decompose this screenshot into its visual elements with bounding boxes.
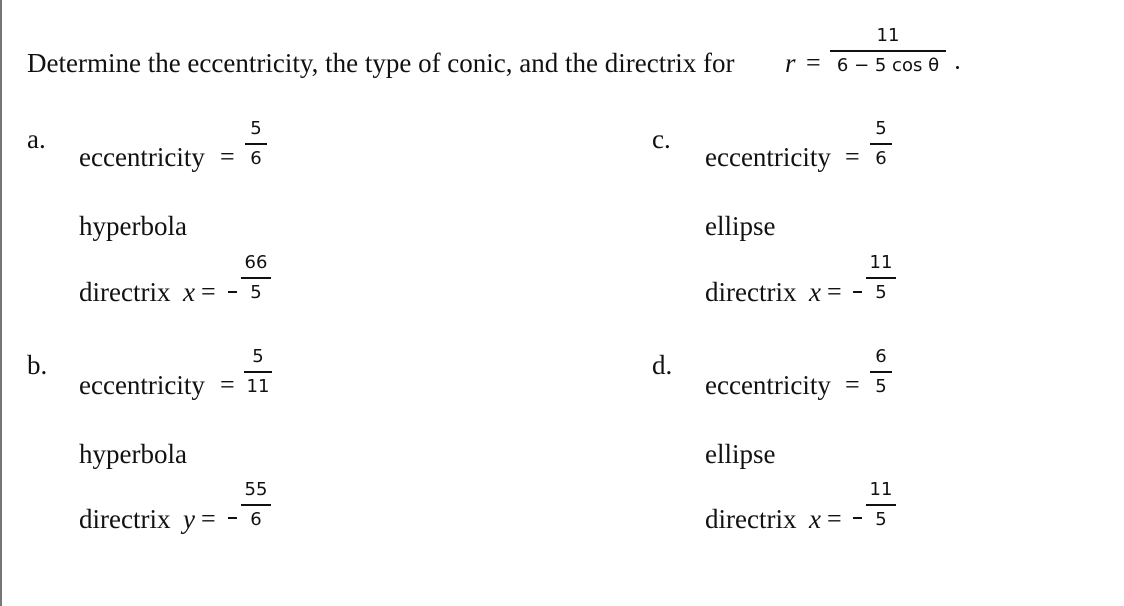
directrix-variable: x <box>809 277 821 307</box>
fraction-bar <box>241 277 271 279</box>
conic-type: ellipse <box>705 211 776 241</box>
option-letter: b. <box>27 350 48 380</box>
equals-sign: = <box>845 370 860 399</box>
eccentricity-label: eccentricity <box>705 142 831 172</box>
question-fraction <box>830 25 946 77</box>
equals-sign: = <box>201 504 216 533</box>
fraction-bar <box>244 371 272 373</box>
question-equals: = <box>806 48 821 77</box>
eccentricity-denominator: 6 <box>250 147 262 169</box>
directrix-fraction <box>241 479 271 531</box>
equals-sign: = <box>845 142 860 171</box>
directrix-denominator: 5 <box>875 281 887 303</box>
directrix-denominator: 5 <box>250 281 262 303</box>
eccentricity-label: eccentricity <box>79 370 205 400</box>
equals-sign: = <box>827 277 842 306</box>
directrix-fraction <box>866 479 896 531</box>
directrix-variable: x <box>809 504 821 534</box>
question-variable: r <box>785 48 796 78</box>
eccentricity-numerator: 5 <box>250 118 262 139</box>
conic-type: ellipse <box>705 439 776 469</box>
directrix-numerator: 55 <box>244 479 268 500</box>
option-letter: a. <box>27 124 46 154</box>
eccentricity-numerator: 6 <box>875 346 887 367</box>
fraction-bar <box>245 143 267 145</box>
directrix-label: directrix <box>705 504 797 534</box>
minus-sign <box>228 517 237 519</box>
eccentricity-fraction <box>870 346 892 398</box>
eccentricity-fraction <box>245 118 267 170</box>
question-prompt: Determine the eccentricity, the type of conic, and the directrix for <box>27 48 735 78</box>
eccentricity-denominator: 6 <box>875 147 887 169</box>
fraction-bar <box>241 504 271 506</box>
eccentricity-numerator: 5 <box>252 346 264 367</box>
fraction-bar <box>866 277 896 279</box>
eccentricity-label: eccentricity <box>79 142 205 172</box>
eccentricity-label: eccentricity <box>705 370 831 400</box>
conic-type: hyperbola <box>79 211 187 241</box>
period <box>956 66 959 69</box>
equals-sign: = <box>827 504 842 533</box>
fraction-bar <box>870 143 892 145</box>
equals-sign: = <box>201 277 216 306</box>
question-numerator: 11 <box>876 25 900 46</box>
directrix-label: directrix <box>79 504 171 534</box>
minus-sign <box>853 291 862 293</box>
directrix-denominator: 6 <box>250 508 262 530</box>
fraction-bar <box>866 504 896 506</box>
directrix-fraction <box>241 252 271 304</box>
option-letter: c. <box>652 124 671 154</box>
directrix-variable: x <box>183 277 195 307</box>
directrix-numerator: 66 <box>244 252 268 273</box>
left-border <box>0 0 2 606</box>
option-letter: d. <box>652 350 673 380</box>
directrix-label: directrix <box>705 277 797 307</box>
fraction-bar <box>870 371 892 373</box>
minus-sign <box>853 517 862 519</box>
eccentricity-fraction <box>244 346 272 398</box>
fraction-bar <box>830 50 946 52</box>
equals-sign: = <box>220 142 235 171</box>
question-denominator: 6 − 5 cos θ <box>836 54 940 76</box>
equals-sign: = <box>220 370 235 399</box>
eccentricity-fraction <box>870 118 892 170</box>
directrix-label: directrix <box>79 277 171 307</box>
directrix-variable: y <box>183 504 195 534</box>
eccentricity-denominator: 5 <box>875 375 887 397</box>
eccentricity-numerator: 5 <box>875 118 887 139</box>
eccentricity-denominator: 11 <box>246 375 270 397</box>
conic-type: hyperbola <box>79 439 187 469</box>
directrix-numerator: 11 <box>869 252 893 273</box>
directrix-numerator: 11 <box>869 479 893 500</box>
minus-sign <box>228 291 237 293</box>
directrix-denominator: 5 <box>875 508 887 530</box>
directrix-fraction <box>866 252 896 304</box>
